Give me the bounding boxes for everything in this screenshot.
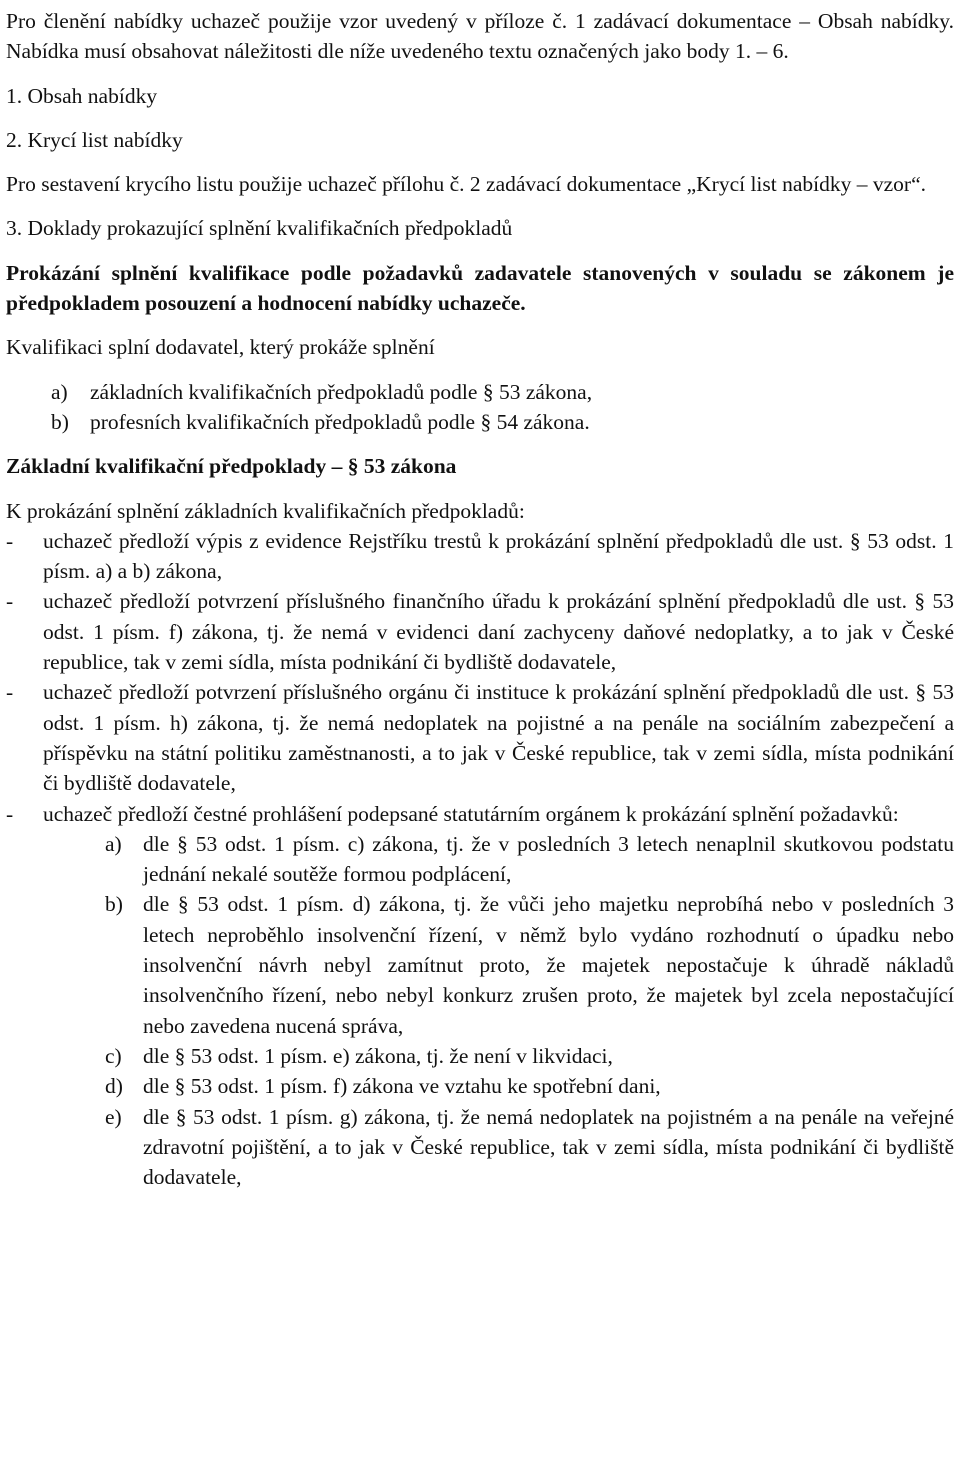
list-marker: b): [105, 892, 123, 917]
list-item-text: dle § 53 odst. 1 písm. g) zákona, tj. že nemá nedoplatek na pojistném a na penále na veřejné zdravotní pojištění, a to jak v České republice, tak v zemi sídla, místa podnikání či bydliště dodavatele,: [143, 1104, 954, 1190]
list-marker: -: [6, 680, 14, 705]
list-marker: d): [105, 1074, 123, 1099]
sub-list-item: [6, 889, 954, 1040]
list-item-text: dle § 53 odst. 1 písm. f) zákona ve vztahu ke spotřební dani,: [143, 1074, 661, 1099]
list-item-text: dle § 53 odst. 1 písm. c) zákona, tj. že v posledních 3 letech nenaplnil skutkovou podstatu jednání nekalé soutěže formou podplácení,: [143, 831, 954, 887]
list-marker: a): [105, 831, 122, 856]
sub-list-item: [6, 1071, 954, 1101]
qualification-bold-paragraph: Prokázání splnění kvalifikace podle požadavků zadavatele stanovených v souladu se zákonem je předpokladem posouzení a hodnocení nabídky uchazeče.: [6, 260, 954, 316]
heading-1: 1. Obsah nabídky: [6, 83, 158, 108]
list-marker: c): [105, 1043, 122, 1068]
qualification-list: [6, 377, 954, 438]
heading-4: Základní kvalifikační předpoklady – § 53 zákona: [6, 454, 457, 479]
list-item: [6, 526, 954, 587]
heading-2: 2. Krycí list nabídky: [6, 127, 183, 152]
list-marker: -: [6, 528, 14, 553]
qualification-intro: Kvalifikaci splní dodavatel, který prokáže splnění: [6, 335, 435, 360]
list-item-text: dle § 53 odst. 1 písm. d) zákona, tj. že vůči jeho majetku neprobíhá nebo v posledních 3 letech neproběhlo insolvenční řízení, v němž bylo vydáno rozhodnutí o úpadku nebo insolvenční návrh nebyl zamítnut proto, že majetek nepostačuje k úhradě nákladů insolvenčního řízení, nebo nebyl konkurz zrušen proto, že majetek byl zcela nepostačující nebo zavedena nucená správa,: [143, 892, 954, 1038]
list-item-text: uchazeč předloží potvrzení příslušného orgánu či instituce k prokázání splnění předpokladů dle ust. § 53 odst. 1 písm. h) zákona, tj. že nemá nedoplatek na pojistné a na penále na sociálním zabezpečení a příspěvku na státní politiku zaměstnanosti, a to jak v České republice, tak v zemi sídla, místa podnikání či bydliště dodavatele,: [43, 680, 954, 796]
list-item-text: profesních kvalifikačních předpokladů podle § 54 zákona.: [90, 409, 590, 434]
list-item: [6, 799, 954, 829]
sub-list-item: [6, 1102, 954, 1193]
list-item-text: uchazeč předloží čestné prohlášení podepsané statutárním orgánem k prokázání splnění požadavků:: [43, 801, 899, 826]
heading-3: 3. Doklady prokazující splnění kvalifikačních předpokladů: [6, 216, 513, 241]
list-marker: b): [51, 409, 69, 434]
list-marker: -: [6, 801, 14, 826]
krycí-list-paragraph: Pro sestavení krycího listu použije uchazeč přílohu č. 2 zadávací dokumentace „Krycí list nabídky – vzor“.: [6, 172, 927, 197]
document-page: [6, 6, 954, 1192]
list-item: [6, 677, 954, 798]
list-item: [51, 407, 954, 437]
intro-paragraph: Pro členění nabídky uchazeč použije vzor uvedený v příloze č. 1 zadávací dokumentace – Obsah nabídky. Nabídka musí obsahovat náležitosti dle níže uvedeného textu označených jako body 1. – 6.: [6, 9, 954, 64]
basic-intro: K prokázání splnění základních kvalifikačních předpokladů:: [6, 498, 525, 523]
list-item: [6, 586, 954, 677]
list-marker: a): [51, 379, 68, 404]
list-item-text: dle § 53 odst. 1 písm. e) zákona, tj. že není v likvidaci,: [143, 1043, 613, 1068]
list-marker: e): [105, 1104, 122, 1129]
sub-list-item: [6, 1041, 954, 1071]
list-item-text: uchazeč předloží výpis z evidence Rejstříku trestů k prokázání splnění předpokladů dle ust. § 53 odst. 1 písm. a) a b) zákona,: [43, 528, 954, 584]
list-item: [51, 377, 954, 407]
list-item-text: uchazeč předloží potvrzení příslušného finančního úřadu k prokázání splnění předpokladů dle ust. § 53 odst. 1 písm. f) zákona, tj. že nemá v evidenci daní zachyceny daňové nedoplatky, a to jak v České republice, tak v zemi sídla, místa podnikání či bydliště dodavatele,: [43, 589, 954, 675]
sub-list-item: [6, 829, 954, 890]
list-marker: -: [6, 589, 14, 614]
list-item-text: základních kvalifikačních předpokladů podle § 53 zákona,: [90, 379, 593, 404]
